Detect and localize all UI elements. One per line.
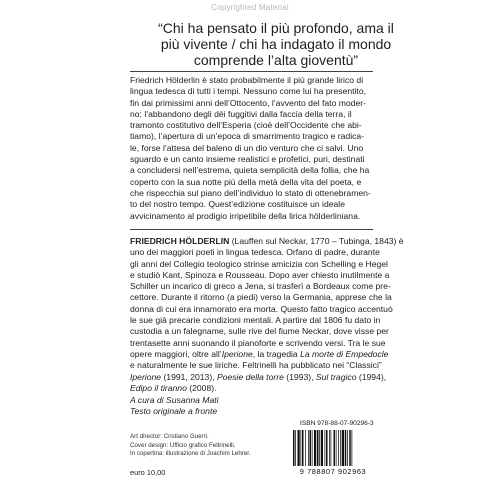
description-line: tramonto costitutivo dell’Esperia (cioè dell’Occidente che abi- (130, 120, 362, 131)
biography-text: (Lauffen sul Neckar, 1770 – Tubinga, 1843) è (229, 236, 404, 246)
curator-name: A cura di Susanna Mati (130, 395, 219, 405)
biography-line: trentasette anni suonando il pianoforte e scrivendo versi. Tra le sue (130, 337, 386, 348)
divider-top (130, 71, 373, 72)
biography-text: (1994), (356, 371, 387, 382)
curator-block (130, 395, 373, 418)
work-title: Sul tragico (315, 371, 357, 382)
biography-line: cettore. Durante il ritorno (a piedi) verso la Germania, apprese che la (130, 292, 392, 303)
description-line: che rispecchia sul piano dell’individuo lo stato di ottenebramen- (130, 187, 371, 198)
cover-quote (130, 20, 422, 68)
description-line: avvicinamento al prodigio irripetibile della lirica hölderliniana. (130, 210, 361, 221)
quote-line: “Chi ha pensato il più profondo, ama il (158, 20, 394, 36)
work-title: La morte di Empedocle (300, 348, 389, 359)
biography-line: e studiò Kant, Spinoza e Rousseau. Dopo aver chiesto inutilmente a (130, 269, 390, 280)
description-line: lingua tedesca di tutti i tempi. Nessuno come lui ha presentito, (130, 86, 366, 97)
description-line: tiamo), l’apertura di un’epoca di smarrimento tragico e radica- (130, 131, 365, 142)
biography-line: e naturalmente le sue liriche. Feltrinelli ha pubblicato nei “Classici” (130, 360, 382, 371)
biography-line: uno dei maggiori poeti in lingua tedesca. Orfano di padre, durante (130, 247, 380, 258)
work-title: Iperione (130, 371, 162, 382)
description-line: fin dai primissimi anni dell’Ottocento, l’avvento del fato moder- (130, 97, 366, 108)
description-line: le, forse l’attesa del baleno di un dio venturo che ci salvi. Uno (130, 142, 364, 153)
biography-text: (2008). (186, 382, 217, 393)
biography-line: le sue già precarie condizioni mentali. A partire dal 1806 fu dato in (130, 315, 381, 326)
isbn-label: ISBN 978-88-07-90296-3 (300, 420, 374, 427)
biography-line (130, 383, 373, 394)
credit-line: In copertina: illustrazione di Joachim Lehrer. (130, 450, 251, 458)
biography-line (130, 236, 404, 247)
quote-line: più vivente / chi ha indagato il mondo (160, 36, 392, 52)
biography-line (130, 348, 389, 360)
biography-line: gli anni del Collegio teologico strinse amicizia con Schelling e Hegel (130, 258, 388, 269)
description-line: no: l’abbandono degli dèi fuggitivi dalla faccia della terra, il (130, 108, 352, 119)
work-title: Edipo il tiranno (130, 382, 187, 393)
copyright-watermark: Copyrighted Material (211, 3, 289, 12)
description-paragraph (130, 75, 373, 222)
work-title: Iperione (221, 348, 253, 359)
author-name: FRIEDRICH HÖLDERLIN (130, 236, 230, 246)
isbn-digits: 9 788807 902963 (299, 467, 367, 476)
credit-line: Art director: Cristiano Guerri. (130, 433, 209, 440)
biography-text: (1993), (283, 371, 316, 382)
biography-line: donna di cui era innamorato era morta. Questo fatto tragico accentuò (130, 303, 393, 314)
quote-line: comprende l’alta gioventù” (193, 52, 359, 68)
biography-line (130, 371, 387, 383)
design-credits (130, 433, 280, 459)
work-title: Poesie della torre (216, 371, 284, 382)
biography-text: opere maggiori, oltre all’ (130, 348, 222, 359)
price: euro 10,00 (130, 468, 166, 477)
description-line: to del nostro tempo. Quest’edizione costituisce un ideale (130, 199, 345, 210)
divider-middle (130, 229, 373, 230)
biography-text: (1991, 2013), (161, 371, 217, 382)
edition-note: Testo originale a fronte (130, 406, 218, 417)
description-line: sguardo e un canto insieme realistici e profetici, puri, destinati (130, 154, 365, 165)
barcode-icon (292, 430, 374, 466)
description-line: a concludersi nell’estrema, quieta semplicità della follia, che ha (130, 165, 370, 176)
biography-line: custodia a un falegname, sulle rive del fiume Neckar, dove visse per (130, 326, 389, 337)
credit-line: Cover design: Ufficio grafico Feltrinelli. (130, 441, 236, 449)
biography-text: , la tragedia (252, 348, 301, 359)
description-line: Friedrich Hölderlin è stato probabilmente il più grande lirico di (130, 75, 364, 85)
description-line: coperto con la sua notte più della metà della vita del poeta, e (130, 176, 362, 187)
author-biography (130, 236, 404, 394)
biography-line: Schiller un incarico di greco a Jena, si trasferì a Bordeaux come pre- (130, 281, 391, 292)
